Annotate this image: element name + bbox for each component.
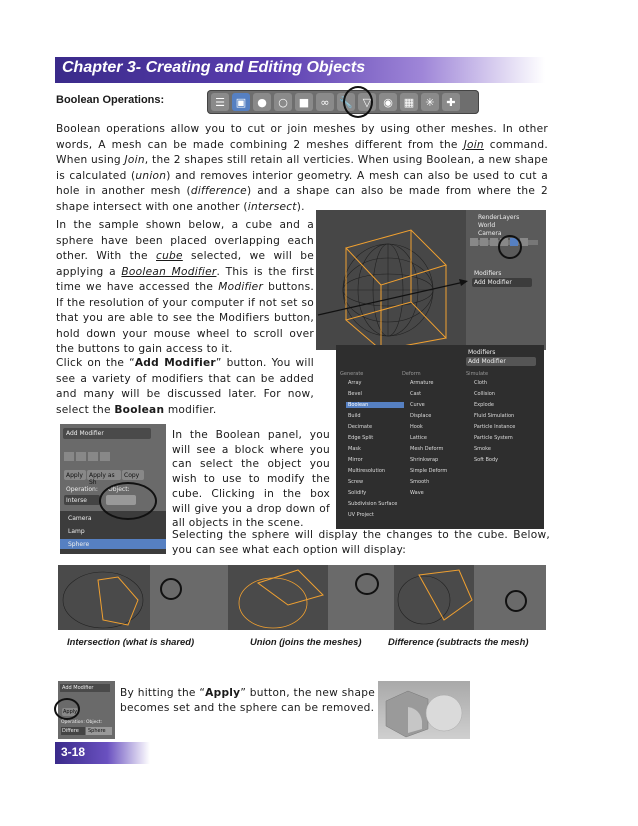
- text-run: ” button, the new shape becomes set and the sphere can be removed.: [120, 687, 375, 714]
- menu-item[interactable]: Mask: [348, 446, 361, 452]
- result-paragraph: [172, 528, 550, 557]
- menu-item[interactable]: Particle System: [474, 435, 513, 441]
- intersection-circle: [160, 578, 182, 600]
- text-run: Boolean Modifier: [121, 265, 217, 278]
- text-run: command. When using: [56, 138, 548, 166]
- menu-item[interactable]: Wave: [410, 490, 424, 496]
- wrench-icon[interactable]: 🔧: [337, 93, 355, 111]
- outliner-properties-panel: [466, 210, 546, 350]
- scene-icon[interactable]: ●: [253, 93, 271, 111]
- apply-button[interactable]: Apply: [64, 470, 86, 480]
- menu-item[interactable]: Array: [348, 380, 362, 386]
- text-run: ) and a shape can also be made from where the 2 shape intersect with one another (: [56, 185, 548, 213]
- menu-column-header: Generate: [340, 371, 364, 377]
- object-label: Object:: [108, 486, 130, 493]
- outliner-item[interactable]: RenderLayers: [478, 214, 520, 221]
- menu-item[interactable]: Build: [348, 413, 361, 419]
- menu-item[interactable]: Screw: [348, 479, 364, 485]
- text-run: selected, we will be applying a: [56, 250, 314, 278]
- menu-item[interactable]: Displace: [410, 413, 432, 419]
- text-run: Selecting the sphere will display the changes to the cube. Below, you can see what each option will display:: [172, 529, 550, 556]
- text-run: ) and removes interior geometry. A mesh can also be used to cut a hole in another mesh (: [56, 169, 548, 197]
- texture-icon[interactable]: ▦: [400, 93, 418, 111]
- menu-item[interactable]: Cast: [410, 391, 422, 397]
- text-run: By hitting the “: [120, 687, 206, 699]
- union-viewport: [228, 565, 328, 630]
- menu-column-header: Simulate: [466, 371, 489, 377]
- copy-button[interactable]: Copy: [122, 470, 144, 480]
- chapter-title: Chapter 3- Creating and Editing Objects: [62, 59, 366, 76]
- difference-circle: [505, 590, 527, 612]
- outliner-item[interactable]: World: [478, 222, 496, 229]
- section-heading: Boolean Operations:: [56, 94, 165, 106]
- operation-select[interactable]: Interse: [64, 495, 100, 505]
- menu-item[interactable]: Explode: [474, 402, 494, 408]
- union-circle: [355, 573, 379, 595]
- dropdown-option-selected[interactable]: Sphere: [68, 541, 90, 548]
- text-run: Join: [124, 154, 145, 166]
- menu-item[interactable]: Curve: [410, 402, 425, 408]
- apply-button[interactable]: Apply: [63, 709, 78, 715]
- text-run: ).: [296, 200, 305, 213]
- data-icon[interactable]: ▽: [358, 93, 376, 111]
- apply-panel-image: Add Modifier Apply Operation: Object: Differe Sphere: [58, 681, 115, 739]
- menu-item[interactable]: Solidify: [348, 490, 367, 496]
- intersection-panel: [150, 565, 228, 630]
- caption-intersection: Intersection (what is shared): [67, 636, 195, 647]
- text-run: Boolean: [114, 403, 165, 416]
- particles-icon[interactable]: ✳: [421, 93, 439, 111]
- object-icon[interactable]: ■: [295, 93, 313, 111]
- text-run: difference: [190, 185, 247, 197]
- menu-item[interactable]: Armature: [410, 380, 434, 386]
- add-modifier-dropdown[interactable]: Add Modifier: [466, 357, 536, 366]
- text-run: Modifier: [218, 281, 264, 293]
- caption-union: Union (joins the meshes): [250, 636, 362, 647]
- apply-highlight-circle: [54, 698, 80, 720]
- menu-item[interactable]: Boolean: [346, 402, 404, 408]
- text-run: ” button. You will see a variety of modifiers that can be added and many will be discussed later. For now, select the: [56, 357, 315, 416]
- menu-item[interactable]: Smoke: [474, 446, 491, 452]
- menu-column-header: Deform: [402, 371, 421, 377]
- menu-item[interactable]: Multiresolution: [348, 468, 386, 474]
- dropdown-option[interactable]: Lamp: [68, 528, 85, 535]
- menu-item[interactable]: Fluid Simulation: [474, 413, 515, 419]
- difference-viewport: [394, 565, 474, 630]
- menu-item[interactable]: Smooth: [410, 479, 430, 485]
- text-run: , the 2 shapes still retain all verticies. When using Boolean, a new shape is calculated (: [56, 154, 548, 182]
- text-run: Boolean operations allow you to cut or join meshes by using other meshes. In other words, A mesh can be made combining 2 meshes different from the: [56, 123, 548, 151]
- world-icon[interactable]: ○: [274, 93, 292, 111]
- modifier-button-highlight-circle: [498, 235, 522, 259]
- apply-paragraph: [120, 686, 375, 716]
- menu-item[interactable]: Decimate: [348, 424, 373, 430]
- modifiers-title: Modifiers: [468, 349, 496, 356]
- add-modifier-button[interactable]: Add Modifier: [472, 278, 532, 287]
- editor-type-icon[interactable]: ☰: [211, 93, 229, 111]
- menu-item[interactable]: Subdivision Surface: [348, 501, 398, 507]
- text-run: intersect: [247, 200, 297, 213]
- text-run: Apply: [205, 687, 241, 699]
- add-modifier-menu: [336, 345, 544, 529]
- modifiers-header: Modifiers: [474, 270, 502, 277]
- text-run: . This is the first time we have accessed the: [56, 265, 314, 293]
- menu-item[interactable]: Lattice: [410, 435, 427, 441]
- boolean-panel-paragraph: [172, 428, 330, 531]
- text-run: Click on the “: [56, 357, 135, 369]
- menu-item[interactable]: Soft Body: [474, 457, 499, 463]
- pointer-arrow: [316, 270, 476, 320]
- intro-paragraph: [56, 122, 548, 215]
- material-icon[interactable]: ◉: [379, 93, 397, 111]
- text-run: modifier.: [164, 403, 217, 416]
- caption-difference: Difference (subtracts the mesh): [388, 636, 529, 647]
- object-field-highlight-circle: [99, 482, 157, 520]
- menu-item[interactable]: Edge Split: [348, 435, 374, 441]
- add-modifier-button[interactable]: Add Modifier: [63, 428, 151, 439]
- text-run: cube: [156, 250, 183, 262]
- menu-item[interactable]: UV Project: [348, 512, 374, 518]
- text-run: Join: [463, 138, 484, 151]
- text-run: Add Modifier: [134, 357, 216, 369]
- menu-item[interactable]: Mesh Deform: [410, 446, 444, 452]
- intersection-viewport: [58, 565, 150, 630]
- text-run: buttons. If the resolution of your computer if not set so that you are able to see the Modifiers button, hold down your mouse wheel to scroll over the buttons to gain access to it.: [56, 281, 314, 355]
- menu-item[interactable]: Mirror: [348, 457, 363, 463]
- render-icon[interactable]: ▣: [232, 93, 250, 111]
- dropdown-option[interactable]: Camera: [68, 515, 92, 522]
- add-modifier-paragraph: [56, 356, 314, 418]
- text-run: In the sample shown below, a cube and a sphere have been placed overlapping each other. With the: [56, 219, 314, 262]
- menu-item[interactable]: Simple Deform: [410, 468, 448, 474]
- menu-item[interactable]: Collision: [474, 391, 495, 397]
- menu-item[interactable]: Cloth: [474, 380, 488, 386]
- text-run: In the Boolean panel, you will see a block where you can select the object you wish to use to modify the cube. Clicking in the box will give you a drop down of all objects in the scene.: [172, 429, 330, 530]
- final-shape-render: [378, 681, 470, 739]
- text-run: union: [135, 169, 167, 182]
- menu-item[interactable]: Bevel: [348, 391, 362, 397]
- sample-paragraph: [56, 218, 314, 358]
- apply-as-shape-button[interactable]: Apply as Sh: [87, 470, 121, 480]
- operation-label: Operation:: [66, 486, 98, 493]
- wrench-highlight-circle: [343, 86, 373, 118]
- page-number: 3-18: [61, 745, 86, 759]
- menu-item[interactable]: Shrinkwrap: [410, 457, 439, 463]
- outliner-item[interactable]: Camera: [478, 230, 502, 237]
- menu-item[interactable]: Hook: [410, 424, 423, 430]
- constraints-icon[interactable]: ∞: [316, 93, 334, 111]
- menu-item[interactable]: Particle Instance: [474, 424, 516, 430]
- physics-icon[interactable]: ✚: [442, 93, 460, 111]
